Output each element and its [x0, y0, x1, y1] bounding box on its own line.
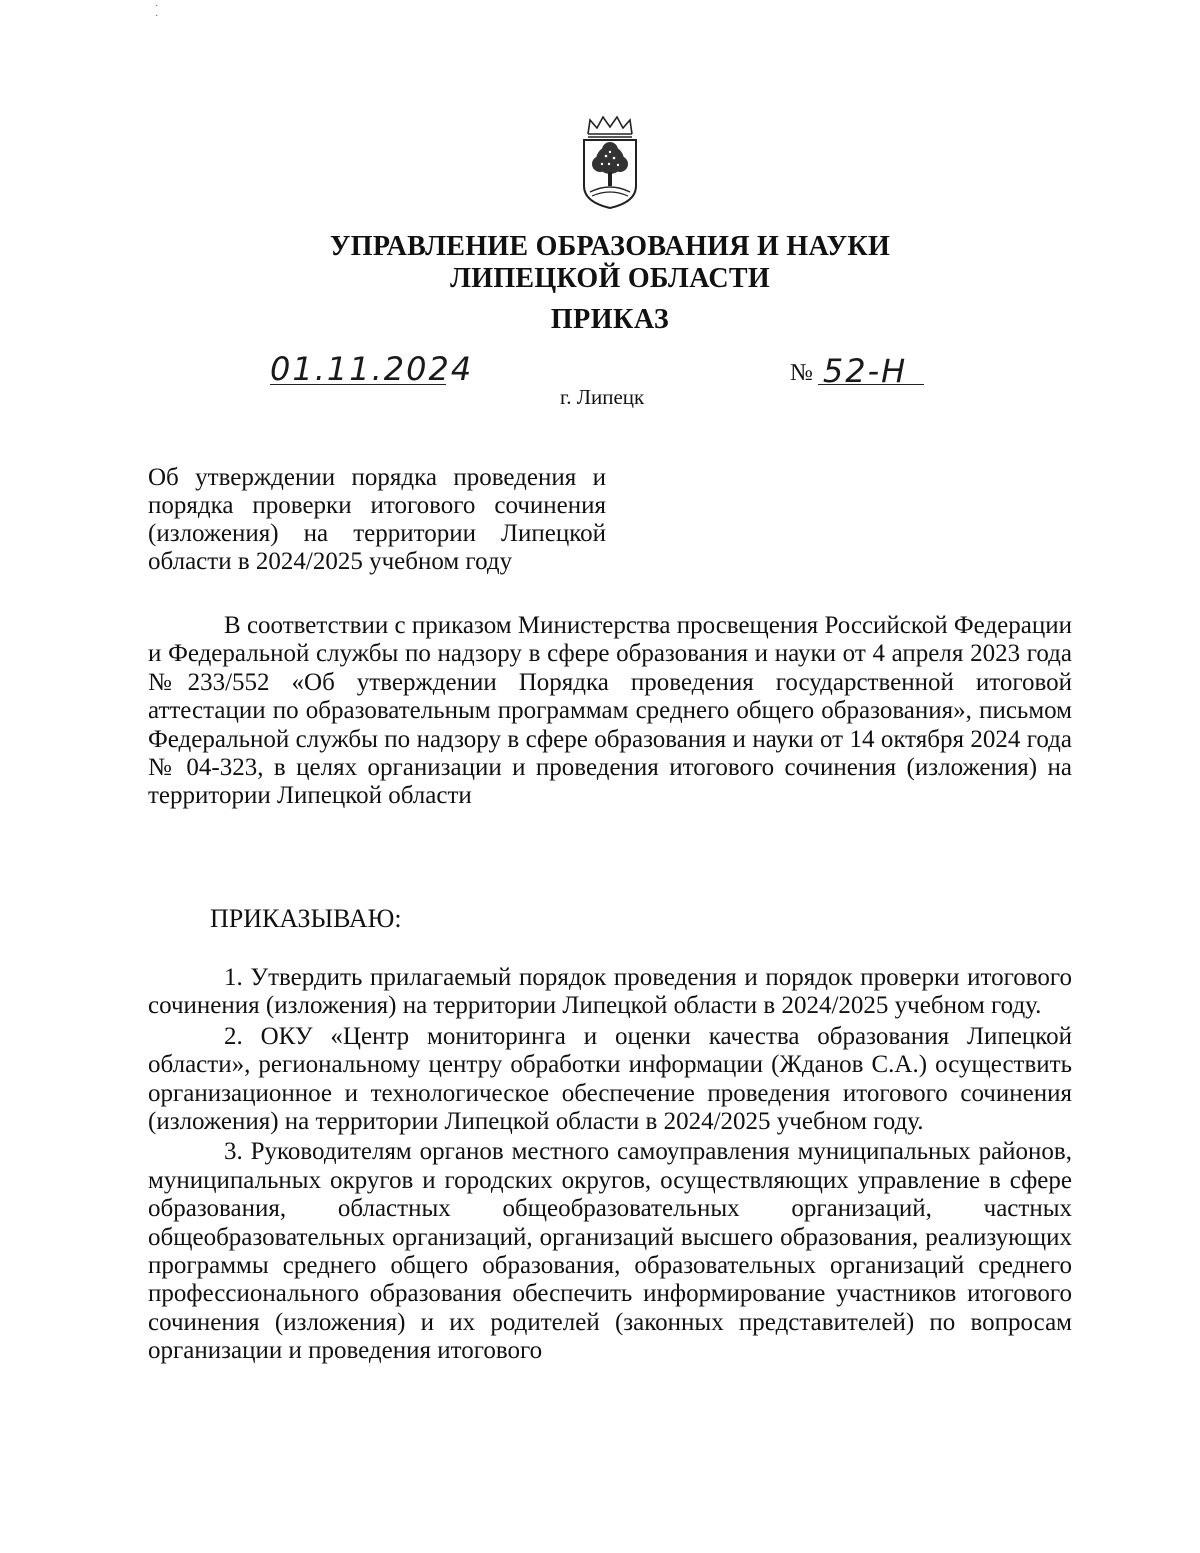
order-item: 3. Руководителям органов местного самоуправления муниципальных районов, муниципальных округов и городских округов, осуществляющих управление в сфере образования, областных общеобразовательных организаций, частных общеобразовательных организаций, организаций высшего образования, реализующих программы среднего общего образования, образовательных организаций среднего профессионального образования обеспечить информирование участников итогового сочинения (изложения) и их родителей (законных представителей) по вопросам организации и проведения итогового: [148, 1138, 1072, 1365]
scan-mark: · ·: [155, 1, 159, 22]
organization-name-line1: УПРАВЛЕНИЕ ОБРАЗОВАНИЯ И НАУКИ: [329, 231, 891, 262]
coat-of-arms-icon: [578, 112, 642, 212]
document-date: [270, 350, 474, 388]
preamble-section: [148, 612, 1072, 811]
organization-name-line2: ЛИПЕЦКОЙ ОБЛАСТИ: [450, 263, 770, 294]
order-item: 2. ОКУ «Центр мониторинга и оценки качества образования Липецкой области», региональному центру обработки информации (Жданов С.А.) осуществить организационное и технологическое обеспечение проведения итогового сочинения (изложения) на территории Липецкой области в 2024/2025 учебном году.: [148, 1022, 1072, 1136]
order-item: 1. Утвердить прилагаемый порядок проведения и порядок проверки итогового сочинения (изложения) на территории Липецкой области в 2024/2025 учебном году.: [148, 964, 1072, 1020]
number-handwritten: 52-Н: [822, 352, 908, 390]
city-label: г. Липецк: [560, 385, 645, 409]
order-items: [148, 964, 1072, 1368]
subject-text: Об утверждении порядка проведения и порядка проверки итогового сочинения (изложения) на территории Липецкой области в 2024/2025 учебном году: [148, 464, 606, 575]
date-underline: [270, 384, 446, 385]
order-directive: ПРИКАЗЫВАЮ:: [210, 904, 402, 933]
order-subject: [148, 464, 606, 576]
date-handwritten: 01.11.2024: [270, 350, 474, 388]
number-sign: №: [790, 360, 813, 386]
document-type-title: ПРИКАЗ: [550, 304, 670, 335]
preamble-text: В соответствии с приказом Министерства просвещения Российской Федерации и Федеральной службы по надзору в сфере образования и науки от 4 апреля 2023 года №233/552 «Об утверждении Порядка проведения государственной итоговой аттестации по образовательным программам среднего общего образования», письмом Федеральной службы по надзору в сфере образования и науки от 14 октября 2024 года № 04-323, в целях организации и проведения итогового сочинения (изложения) на территории Липецкой области: [148, 612, 1072, 810]
number-underline: [818, 384, 924, 385]
